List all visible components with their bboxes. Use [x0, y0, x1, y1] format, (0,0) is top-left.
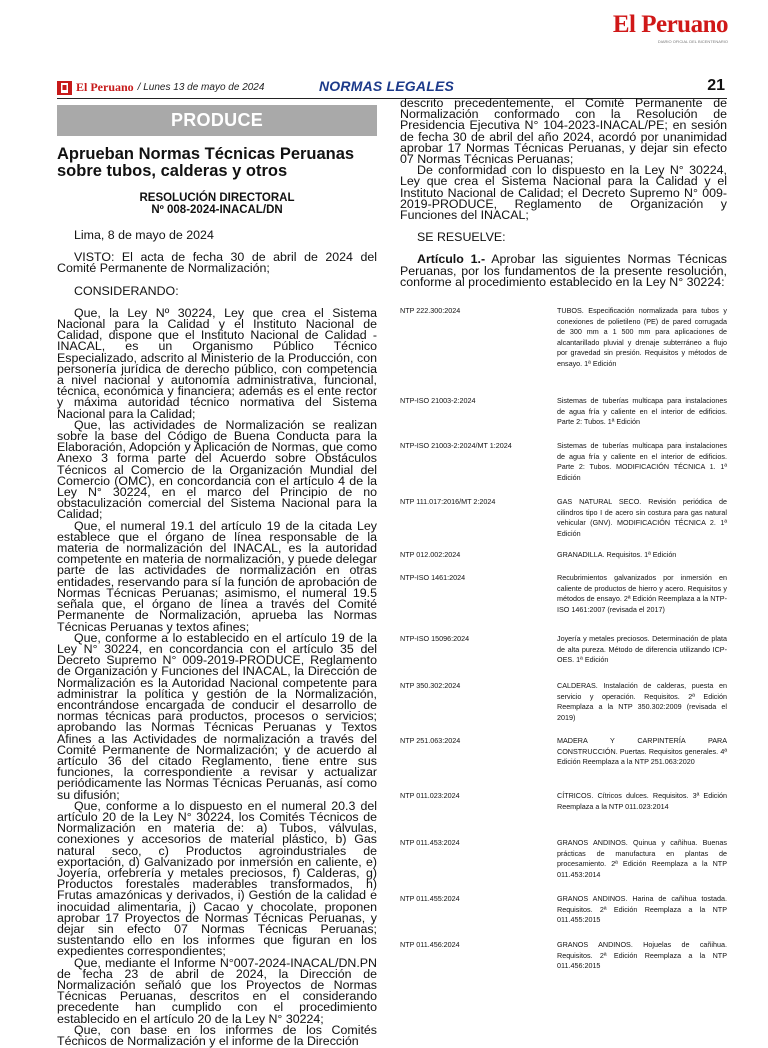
header-date: / Lunes 13 de mayo de 2024 [137, 82, 265, 93]
table-row [400, 550, 727, 573]
norm-description: GRANOS ANDINOS. Harina de cañihua tostada. Requisitos. 2ª Edición Reemplaza a la NTP 011.455:2015 [557, 894, 727, 925]
table-row [400, 791, 727, 838]
section-title: NORMAS LEGALES [319, 78, 455, 94]
norm-description: Joyería y metales preciosos. Determinación de plata de alta pureza. Método de diferencia utilizando ICP-OES. 1ª Edición [557, 634, 727, 665]
resolution-heading [57, 192, 377, 216]
visto-paragraph: VISTO: El acta de fecha 30 de abril de 2024 del Comité Permanente de Normalización; [57, 250, 377, 276]
norm-code: NTP 011.023:2024 [400, 791, 460, 801]
body-paragraph: Que, conforme a lo establecido en el artículo 19 de la Ley N° 30224, en concordancia con el artículo 35 del Decreto Supremo N° 009-2019-PRODUCE, Reglamento de Organización y Funciones del INACAL, la Dirección de Normalización es la Autoridad Nacional competente para administrar la política y gestión de la Normalización, encontrándose encargada de conducir el desarrollo de normas técnicas para productos, procesos o servicios; aprobando las Normas Técnicas Peruanas y Textos Afines a las Actividades de normalización a través del Comité Permanente de Normalización; y de acuerdo al artículo 36 del citado Reglamento, tiene entre sus funciones, la correspondiente a revisar y actualizar periódicamente las Normas Técnicas Peruanas, así como su difusión; [57, 630, 377, 802]
norm-description: GRANADILLA. Requisitos. 1ª Edición [557, 550, 677, 560]
norm-code: NTP 011.453:2024 [400, 838, 460, 848]
body-paragraph: Que, mediante el Informe N°007-2024-INACAL/DN.PN de fecha 23 de abril de 2024, la Dirección de Normalización señaló que los Proyectos de Normas Técnicas Peruanas, descritos en el considerando precedente han cumplido con el procedimiento establecido en el artículo 20 de la Ley N° 30224; [57, 955, 377, 1026]
place-date: Lima, 8 de mayo de 2024 [74, 228, 214, 242]
resolution-type: RESOLUCIÓN DIRECTORAL [139, 192, 295, 204]
norm-code: NTP 012.002:2024 [400, 550, 461, 560]
considerando-heading: CONSIDERANDO: [74, 283, 179, 298]
left-column [57, 105, 377, 1047]
table-row [400, 940, 727, 974]
table-row [400, 736, 727, 791]
page-number: 21 [707, 77, 725, 94]
norm-code: NTP 350.302:2024 [400, 681, 461, 691]
norm-code: NTP 251.063:2024 [400, 736, 461, 746]
table-row [400, 894, 727, 940]
article-1 [400, 254, 727, 288]
norm-code: NTP 011.456:2024 [400, 940, 460, 950]
body-paragraph: Que, la Ley Nº 30224, Ley que crea el Sistema Nacional para la Calidad y el Instituto Nacional de Calidad, dispone que el Instituto Nacional de Calidad - INACAL, es un Organismo Público Técnico Especializado, adscrito al Ministerio de la Producción, con personería jurídica de derecho público, con competencia a nivel nacional y autonomía administrativa, funcional, técnica, económica y financiera; además es el ente rector y máxima autoridad técnico normativa del Sistema Nacional para la Calidad; [57, 305, 377, 421]
table-row [400, 838, 727, 894]
norm-description: GRANOS ANDINOS. Hojuelas de cañihua. Requisitos. 2ª Edición Reemplaza a la NTP 011.456:2015 [557, 940, 727, 971]
norm-description: TUBOS. Especificación normalizada para tubos y conexiones de polietileno (PE) de pared corrugada de 300 mm a 1 500 mm para aplicaciones de alcantarillado pluvial y drenaje subterráneo a flujo por gravedad sin presión. Requisitos y métodos de ensayo. 1ª Edición [557, 306, 727, 368]
norm-code: NTP-ISO 21003-2:2024 [400, 396, 476, 406]
article-1-label: Artículo 1.- [417, 252, 486, 267]
norm-code: NTP-ISO 1461:2024 [400, 573, 466, 583]
norm-description: CÍTRICOS. Cítricos dulces. Requisitos. 3ª Edición Reemplaza a la NTP 011.023:2014 [557, 791, 727, 811]
norm-code: NTP 011.455:2024 [400, 894, 460, 904]
norm-description: MADERA Y CARPINTERÍA PARA CONSTRUCCIÓN. Puertas. Requisitos generales. 4ª Edición Reemplaza a la NTP 251.063:2020 [557, 736, 727, 767]
table-row [400, 306, 727, 396]
norm-description: GRANOS ANDINOS. Quinua y cañihua. Buenas prácticas de manufactura en plantas de procesamiento. 2ª Edición Reemplaza a la NTP 011.453:2014 [557, 838, 727, 879]
table-row [400, 634, 727, 681]
norm-code: NTP-ISO 21003-2:2024/MT 1:2024 [400, 441, 512, 451]
continued-paragraph: descrito precedentemente, el Comité Permanente de Normalización conformado con la Resolución de Presidencia Ejecutiva N° 104-2023-INACAL/PE; en sesión de fecha 30 de abril del año 2024, acordó por unanimidad aprobar 17 Normas Técnicas Peruanas, y dejar sin efecto 07 Normas Técnicas Peruanas; [400, 96, 727, 167]
header-logo [57, 80, 264, 95]
norm-code: NTP 111.017:2016/MT 2:2024 [400, 497, 496, 507]
norm-code: NTP 222.300:2024 [400, 306, 461, 316]
table-row [400, 681, 727, 736]
masthead-tagline: DIARIO OFICIAL DEL BICENTENARIO [657, 39, 728, 44]
norm-code: NTP-ISO 15096:2024 [400, 634, 470, 644]
norms-table [400, 306, 727, 974]
body-paragraph: Que, conforme a lo dispuesto en el numeral 20.3 del artículo 20 de la Ley N° 30224, los Comités Técnicos de Normalización en materia de: a) Tubos, válvulas, conexiones y accesorios de material plástico, b) Gas natural seco, c) Productos agroindustriales de exportación, d) Galvanizado por inmersión en caliente, e) Joyería, orfebrería y metales preciosos, f) Calderas, g) Productos forestales maderables transformados, h) Frutas amazónicas y derivados, i) Gestión de la calidad e inocuidad alimentaria, j) Cacao y chocolate, proponen aprobar 17 Proyectos de Normas Técnicas Peruanas, y dejar sin efecto 07 Normas Técnicas Peruanas; sustentando ello en los informes que figuran en los expedientes correspondientes; [57, 798, 377, 959]
header-paper-name: El Peruano [76, 80, 134, 94]
body-paragraph: Que, con base en los informes de los Comités Técnicos de Normalización y el informe de la Dirección [57, 1022, 377, 1048]
table-row [400, 441, 727, 497]
coat-of-arms-icon [57, 81, 72, 95]
resuelve-heading: SE RESUELVE: [417, 230, 506, 245]
norm-description: Recubrimientos galvanizados por inmersión en caliente de productos de hierro y acero. Requisitos y métodos de ensayo. 2ª Edición Reemplaza a la NTP-ISO 1461:2007 (revisada el 2017) [557, 573, 727, 614]
body-paragraph: Que, las actividades de Normalización se realizan sobre la base del Código de Buena Conducta para la Elaboración, Adopción y Aplicación de Normas, que como Anexo 3 forma parte del Acuerdo sobre Obstáculos Técnicos al Comercio de la Organización Mundial del Comercio (OMC), en concordancia con el artículo 4 de la Ley N° 30224, en el marco del Principio de no obstaculización comercial del Sistema Nacional para la Calidad; [57, 417, 377, 522]
table-row [400, 497, 727, 550]
norm-description: Sistemas de tuberías multicapa para instalaciones de agua fría y caliente en el interior de edificios. Parte 2: Tubos. MODIFICACIÓN TÉCNICA 1. 1ª Edición [557, 441, 727, 482]
legal-basis-paragraph: De conformidad con lo dispuesto en la Ley N° 30224, Ley que crea el Sistema Nacional para la Calidad y el Instituto Nacional de Calidad; el Decreto Supremo N° 009-2019-PRODUCE, Reglamento de Organización y Funciones del INACAL; [400, 163, 727, 223]
norm-description: GAS NATURAL SECO. Revisión periódica de cilindros tipo I de acero sin costura para gas natural vehicular (GNV). MODIFICACIÓN TÉCNICA 2. 1ª Edición [557, 497, 727, 538]
masthead-logo-text: El Peruano [612, 11, 728, 38]
masthead-logo [548, 12, 728, 44]
body-paragraph: Que, el numeral 19.1 del artículo 19 de la citada Ley establece que el órgano de línea responsable de la materia de normalización del INACAL, es la autoridad competente en materia de normalización, y puede delegar parte de las actividades de normalización en otras entidades, reservando para sí la función de aprobación de Normas Técnicas Peruanas; asimismo, el numeral 19.5 señala que, el órgano de línea a través del Comité Permanente de Normalización, aprueba las Normas Técnicas Peruanas y textos afines; [57, 518, 377, 634]
right-column [400, 98, 727, 974]
article-title: Aprueban Normas Técnicas Peruanas sobre tubos, calderas y otros [57, 145, 355, 180]
table-row [400, 573, 727, 634]
sector-band: PRODUCE [57, 105, 377, 136]
table-row [400, 396, 727, 441]
norm-description: CALDERAS. Instalación de calderas, puesta en servicio y operación. Requisitos. 2ª Edición Reemplaza a la NTP 350.302:2009 (revisada el 2019) [557, 681, 727, 722]
article-1-text: Aprobar las siguientes Normas Técnicas Peruanas, por los fundamentos de la presente resolución, conforme al procedimiento establecido en la Ley N° 30224: [400, 252, 727, 289]
norm-description: Sistemas de tuberías multicapa para instalaciones de agua fría y caliente en el interior de edificios. Parte 2: Tubos. 1ª Edición [557, 396, 727, 427]
resolution-number: Nº 008-2024-INACAL/DN [151, 204, 283, 216]
